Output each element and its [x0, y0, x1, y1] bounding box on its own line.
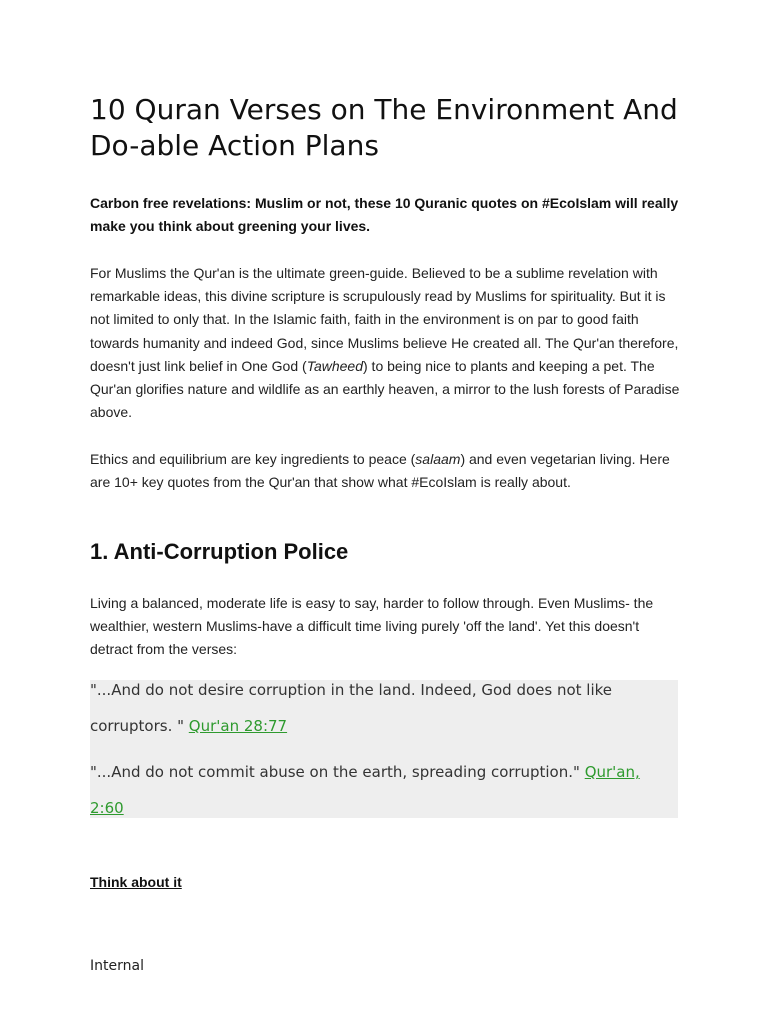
quote-reference-link[interactable]: Qur'an 28:77 — [188, 717, 288, 735]
article-title: 10 Quran Verses on The Environment And Do-able Action Plans — [90, 93, 678, 162]
intro-paragraph — [90, 262, 682, 424]
ethics-paragraph — [90, 448, 682, 494]
quote-reference-link[interactable]: Qur'an, 2:60 — [90, 763, 640, 817]
ethics-text-1: Ethics and equilibrium are key ingredients to peace ( — [90, 451, 416, 467]
quote-item — [90, 672, 670, 744]
quote-text: "...And do not desire corruption in the land. Indeed, God does not like corruptors. " — [90, 681, 613, 735]
think-about-it-heading: Think about it — [90, 874, 182, 890]
intro-text-2: ) to being nice to plants and keeping a pet. The Qur'an glorifies nature and wildlife as an earthly heaven, a mirror to the lush forests of Paradise above. — [90, 357, 680, 421]
ethics-italic-term: salaam — [415, 451, 461, 467]
section-body: Living a balanced, moderate life is easy to say, harder to follow through. Even Muslims- the wealthier, western Muslims-have a difficult time living purely 'off the land'. Yet this doesn't detract from the verses: — [90, 595, 654, 658]
ethics-text-2: ) and even vegetarian living. Here are 10+ key quotes from the Qur'an that show what #EcoIslam is really about. — [90, 451, 670, 491]
intro-text-1: For Muslims the Qur'an is the ultimate green-guide. Believed to be a sublime revelation with remarkable ideas, this divine scripture is scrupulously read by Muslims for spirituality. But it is not limited to only that. In the Islamic faith, faith in the environment is on par to good faith towards humanity and indeed God, since Muslims believe He created all. The Qur'an therefore, doesn't just link belief in One God ( — [90, 265, 679, 374]
quote-text: "...And do not commit abuse on the earth, spreading corruption." — [90, 763, 585, 781]
footer-label: Internal — [90, 958, 144, 974]
article-lede: Carbon free revelations: Muslim or not, these 10 Quranic quotes on #EcoIslam will really make you think about greening your lives. — [90, 195, 679, 234]
intro-italic-term: Tawheed — [306, 357, 363, 374]
section-heading: 1. Anti-Corruption Police — [90, 539, 349, 564]
quote-item — [90, 754, 670, 826]
